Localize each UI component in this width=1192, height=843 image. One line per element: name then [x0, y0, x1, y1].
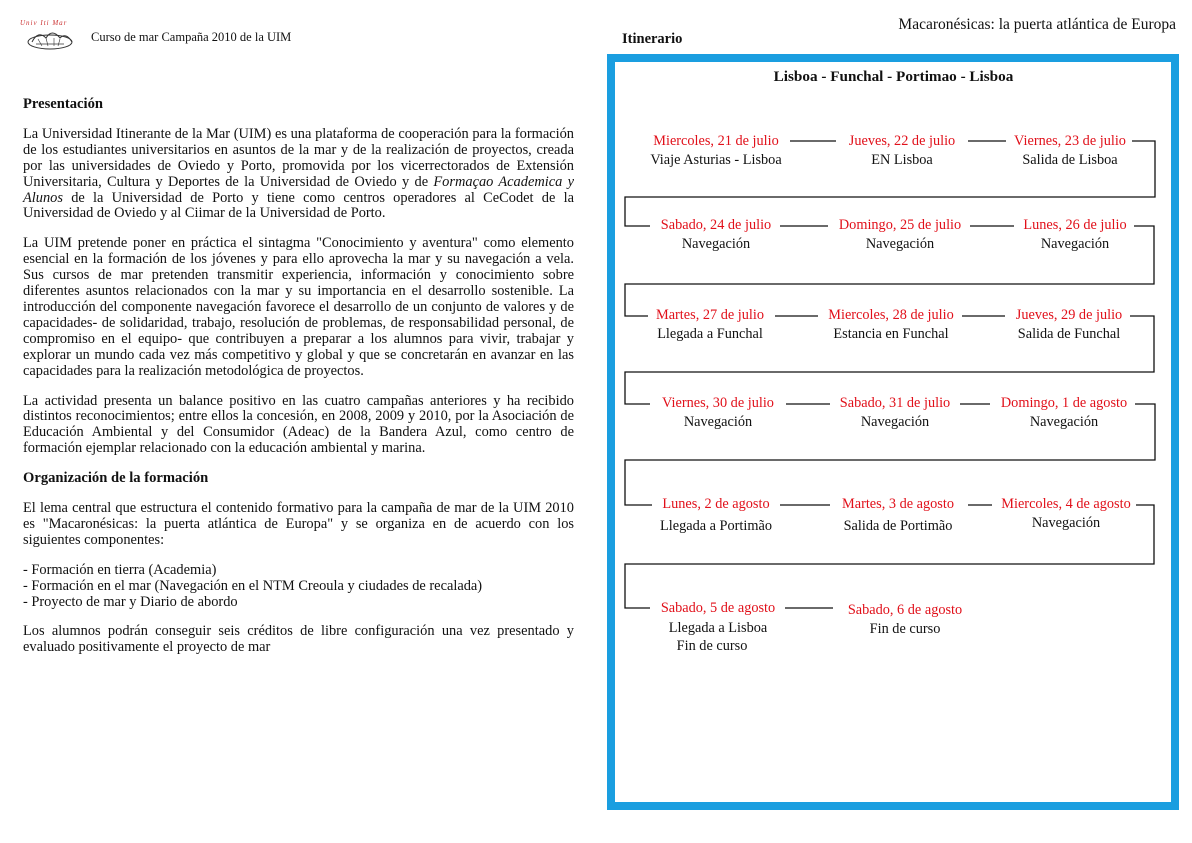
itinerary-desc: Navegación — [1029, 414, 1099, 430]
itinerary-date: Jueves, 22 de julio — [848, 133, 956, 149]
itinerary-date: Sabado, 5 de agosto — [660, 600, 776, 616]
itinerary-desc: Salida de Funchal — [1017, 326, 1121, 342]
itinerary-date: Miercoles, 28 de julio — [828, 307, 954, 323]
paragraph-5: Los alumnos podrán conseguir seis créditos de libre configuración una vez presentado y evaluado positivamente el proyecto de mar — [23, 623, 574, 656]
itinerary-date: Jueves, 29 de julio — [1015, 307, 1123, 323]
itinerary-date: Lunes, 26 de julio — [1023, 217, 1127, 233]
itinerary-desc: Navegación — [1031, 515, 1101, 531]
itinerary-desc: Fin de curso — [676, 638, 748, 654]
itinerary-label: Itinerario — [622, 31, 683, 47]
itinerary-desc: Navegación — [683, 414, 753, 430]
itinerary-date: Sabado, 31 de julio — [839, 395, 951, 411]
heading-presentacion: Presentación — [23, 96, 103, 112]
itinerary-desc: Estancia en Funchal — [833, 326, 949, 342]
list-item: - Formación en el mar (Navegación en el NTM Creoula y ciudades de recalada) — [23, 577, 483, 594]
course-line: Curso de mar Campaña 2010 de la UIM — [91, 30, 292, 44]
itinerary-desc: EN Lisboa — [871, 152, 933, 168]
itinerary-desc: Navegación — [1040, 236, 1110, 252]
itinerary-date: Domingo, 25 de julio — [838, 217, 962, 233]
paragraph-4: El lema central que estructura el contenido formativo para la campaña de mar de la UIM 2010 es "Macaronésicas: la puerta atlántica de Europa" y se organiza en de acuerdo con los siguientes componentes: — [23, 500, 574, 548]
itinerary-desc: Fin de curso — [869, 621, 941, 637]
top-title: Macaronésicas: la puerta atlántica de Europa — [898, 16, 1176, 33]
itinerary-date: Martes, 27 de julio — [655, 307, 765, 323]
p1-text-a: La Universidad Itinerante de la Mar (UIM) es una plataforma de cooperación para la formación de los estudiantes universitarios en asuntos de la mar y de la realización de proyectos, creada por las universidades de Oviedo y Porto, promovida por los vicerrectorados de Extensión Universitaria, Cultura y Deportes de la Universidad de Oviedo y de — [23, 125, 574, 190]
itinerary-date: Sabado, 24 de julio — [660, 217, 772, 233]
p1-text-b: de la Universidad de Porto y tiene como centros operadores al CeCodet de la Universidad de Oviedo y al Ciimar de la Universidad de Porto. — [23, 189, 574, 222]
paragraph-2: La UIM pretende poner en práctica el sintagma "Conocimiento y aventura" como elemento esencial en la formación de los jóvenes y para ello aprovecha la mar y su navegación a vela. Sus cursos de mar pretenden transmitir experiencia, información y conocimiento sobre diferentes asuntos relacionados con la mar y su importancia en el desarrollo sostenible. La introducción del componente navegación favorece el desarrollo de un conjunto de valores y de capacidades- de solidaridad, trabajo, resolución de problemas, de responsabilidad personal, de compromiso en el equipo- que contribuyen a preparar a los alumnos para vivir, trabajar y explorar un mundo cada vez más competitivo y global y que se concretarán en avanzar en las capacidades para la realización metodológica de proyectos. — [23, 235, 574, 379]
itinerary-desc: Navegación — [860, 414, 930, 430]
itinerary-date: Martes, 3 de agosto — [842, 496, 954, 512]
itinerary-date: Domingo, 1 de agosto — [1000, 395, 1128, 411]
p1-italic: Formaçao Academica y Alunos — [23, 173, 575, 206]
itinerary-desc: Salida de Portimão — [843, 518, 953, 534]
itinerary-date: Lunes, 2 de agosto — [662, 496, 770, 512]
itinerary-date: Viernes, 30 de julio — [662, 395, 774, 411]
route-title: Lisboa - Funchal - Portimao - Lisboa — [773, 68, 1014, 85]
itinerary-date: Sabado, 6 de agosto — [847, 602, 963, 618]
itinerary-desc: Llegada a Funchal — [657, 326, 763, 342]
itinerary-desc: Viaje Asturias - Lisboa — [650, 152, 782, 168]
itinerary-desc: Llegada a Portimão — [660, 518, 772, 534]
itinerary-desc: Salida de Lisboa — [1022, 152, 1118, 168]
list-item: - Proyecto de mar y Diario de abordo — [23, 593, 238, 610]
list-item: - Formación en tierra (Academia) — [23, 561, 217, 578]
itinerary-date: Miercoles, 4 de agosto — [1001, 496, 1131, 512]
logo-text: Univ Iti Mar — [20, 19, 68, 27]
heading-organizacion: Organización de la formación — [23, 470, 209, 487]
itinerary-date: Miercoles, 21 de julio — [653, 133, 779, 149]
itinerary-date: Viernes, 23 de julio — [1014, 133, 1126, 149]
itinerary-desc: Navegación — [681, 236, 751, 252]
itinerary-desc: Navegación — [865, 236, 935, 252]
itinerary-desc: Llegada a Lisboa — [668, 620, 768, 636]
paragraph-3: La actividad presenta un balance positivo en las cuatro campañas anteriores y ha recibido distintos reconocimientos; entre ellos la concesión, en 2008, 2009 y 2010, por la Asociación de Educación Ambiental y del Consumidor (Adeac) de la Bandera Azul, como centro de formación ejemplar relacionado con la educación ambiental y marina. — [23, 392, 574, 457]
